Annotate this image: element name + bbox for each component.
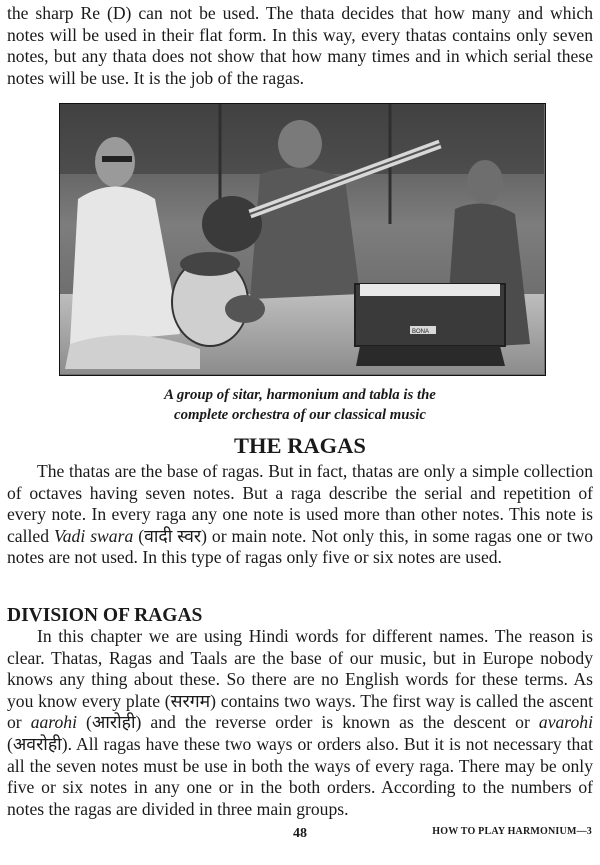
division-text-1: In this chapter we are using Hindi words for different names. The reason is clear. Thatas, Ragas and Taals are the base of our music, but in Europe nobody knows any thing about these. So there are no English words for these terms. As you know every plate (सरगम) contains two ways. The first way is called the ascent or (7, 626, 593, 733)
photo-caption-line-1: A group of sitar, harmonium and tabla is the (164, 387, 436, 403)
division-text-3: (अवरोही). All ragas have these two ways or orders also. But it is not necessary that all the seven notes must be use in both the ways of every raga. There may be only five or six notes in any one or in the both orders. According to the numbers of notes the ragas are divided in three main groups. (7, 733, 593, 819)
division-text-2: (आरोही) and the reverse order is known as the descent or (76, 712, 539, 733)
aarohi-term: aarohi (30, 712, 77, 733)
intro-paragraph: the sharp Re (D) can not be used. The thata decides that how many and which notes will be used in their flat form. In this way, every thatas contains only seven notes, but any thata does not show that how many times and in which serial these notes will be use. It is the job of the ragas. (7, 3, 593, 88)
ragas-text-2: (वादी स्वर) or main note. Not only this, in some ragas one or two notes are not used. In this type of ragas only five or six notes are used. (7, 525, 593, 568)
ragas-paragraph (7, 461, 593, 569)
page-number: 48 (293, 826, 307, 841)
section-heading-ragas: THE RAGAS (234, 433, 366, 458)
running-footer-title: HOW TO PLAY HARMONIUM—3 (432, 826, 592, 837)
avarohi-term: avarohi (538, 712, 593, 733)
harmonium-brand-label: BONA (412, 329, 430, 335)
vadi-swara-term: Vadi swara (53, 525, 134, 546)
section-heading-division: DIVISION OF RAGAS (7, 605, 203, 626)
musicians-photo (59, 103, 546, 376)
division-paragraph (7, 626, 593, 820)
photo-caption-line-2: complete orchestra of our classical music (174, 407, 426, 423)
ragas-text-1: The thatas are the base of ragas. But in fact, thatas are only a simple collection of octaves having seven notes. But a raga describe the serial and repetition of every note. In every raga any one note is used more than other notes. This note is called (7, 461, 593, 546)
